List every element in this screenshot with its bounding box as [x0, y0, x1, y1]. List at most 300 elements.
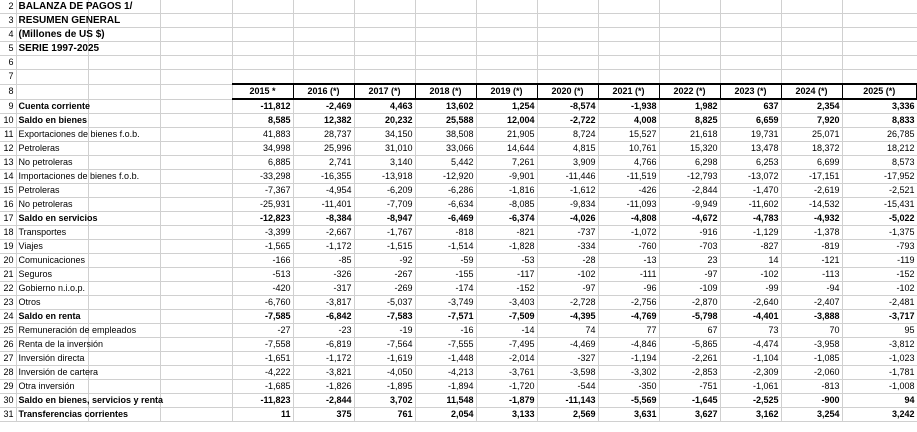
empty-cell[interactable] [415, 56, 476, 70]
value-cell[interactable]: -4,808 [598, 212, 659, 226]
value-cell[interactable]: -1,008 [842, 380, 917, 394]
row-header[interactable]: 2 [0, 0, 16, 14]
empty-cell[interactable] [160, 408, 232, 422]
year-header-cell[interactable]: 2016 (*) [293, 84, 354, 99]
value-cell[interactable]: -1,826 [293, 380, 354, 394]
value-cell[interactable]: -152 [842, 268, 917, 282]
empty-cell[interactable] [160, 142, 232, 156]
value-cell[interactable]: -1,816 [476, 184, 537, 198]
row-header[interactable]: 20 [0, 254, 16, 268]
value-cell[interactable]: -59 [415, 254, 476, 268]
value-cell[interactable]: -1,104 [720, 352, 781, 366]
row-label-cell[interactable]: Otros [16, 296, 88, 310]
empty-cell[interactable] [842, 42, 917, 56]
empty-cell[interactable] [160, 184, 232, 198]
value-cell[interactable]: -269 [354, 282, 415, 296]
value-cell[interactable]: -7,495 [476, 338, 537, 352]
value-cell[interactable]: 25,996 [293, 142, 354, 156]
value-cell[interactable]: 3,627 [659, 408, 720, 422]
value-cell[interactable]: -5,798 [659, 310, 720, 324]
value-cell[interactable]: -53 [476, 254, 537, 268]
value-cell[interactable]: 21,618 [659, 128, 720, 142]
value-cell[interactable]: -3,812 [842, 338, 917, 352]
empty-cell[interactable] [415, 0, 476, 14]
empty-cell[interactable] [160, 170, 232, 184]
row-header[interactable]: 22 [0, 282, 16, 296]
empty-cell[interactable] [354, 56, 415, 70]
value-cell[interactable]: 34,150 [354, 128, 415, 142]
value-cell[interactable]: -2,521 [842, 184, 917, 198]
value-cell[interactable]: -1,828 [476, 240, 537, 254]
row-header[interactable]: 11 [0, 128, 16, 142]
empty-cell[interactable] [88, 99, 160, 114]
empty-cell[interactable] [232, 28, 293, 42]
value-cell[interactable]: 3,140 [354, 156, 415, 170]
title-cell[interactable]: (Millones de US $) [16, 28, 88, 42]
value-cell[interactable]: -4,026 [537, 212, 598, 226]
value-cell[interactable]: -1,061 [720, 380, 781, 394]
empty-cell[interactable] [88, 352, 160, 366]
row-header[interactable]: 9 [0, 99, 16, 114]
empty-cell[interactable] [781, 14, 842, 28]
empty-cell[interactable] [88, 268, 160, 282]
value-cell[interactable]: 38,508 [415, 128, 476, 142]
row-label-cell[interactable]: Petroleras [16, 142, 88, 156]
empty-cell[interactable] [659, 28, 720, 42]
value-cell[interactable]: -3,958 [781, 338, 842, 352]
row-header[interactable]: 16 [0, 198, 16, 212]
value-cell[interactable]: -821 [476, 226, 537, 240]
row-header[interactable]: 25 [0, 324, 16, 338]
value-cell[interactable]: -2,844 [659, 184, 720, 198]
empty-cell[interactable] [88, 212, 160, 226]
value-cell[interactable]: 12,004 [476, 114, 537, 128]
empty-cell[interactable] [160, 114, 232, 128]
empty-cell[interactable] [293, 56, 354, 70]
row-header[interactable]: 24 [0, 310, 16, 324]
year-header-cell[interactable]: 2023 (*) [720, 84, 781, 99]
value-cell[interactable]: 12,382 [293, 114, 354, 128]
empty-cell[interactable] [160, 310, 232, 324]
value-cell[interactable]: 8,724 [537, 128, 598, 142]
empty-cell[interactable] [293, 42, 354, 56]
value-cell[interactable]: -7,558 [232, 338, 293, 352]
row-label-cell[interactable]: Exportaciones de bienes f.o.b. [16, 128, 88, 142]
value-cell[interactable]: 41,883 [232, 128, 293, 142]
row-header[interactable]: 14 [0, 170, 16, 184]
empty-cell[interactable] [88, 296, 160, 310]
empty-cell[interactable] [537, 0, 598, 14]
value-cell[interactable]: -1,514 [415, 240, 476, 254]
value-cell[interactable]: -4,769 [598, 310, 659, 324]
value-cell[interactable]: -7,509 [476, 310, 537, 324]
value-cell[interactable]: -2,853 [659, 366, 720, 380]
value-cell[interactable]: -94 [781, 282, 842, 296]
row-label-cell[interactable]: Gobierno n.i.o.p. [16, 282, 88, 296]
value-cell[interactable]: -703 [659, 240, 720, 254]
value-cell[interactable]: -1,023 [842, 352, 917, 366]
value-cell[interactable]: -13 [598, 254, 659, 268]
value-cell[interactable]: -97 [537, 282, 598, 296]
value-cell[interactable]: -2,756 [598, 296, 659, 310]
value-cell[interactable]: -19 [354, 324, 415, 338]
title-cell[interactable]: RESUMEN GENERAL [16, 14, 88, 28]
value-cell[interactable]: -4,401 [720, 310, 781, 324]
row-header[interactable]: 3 [0, 14, 16, 28]
value-cell[interactable]: -1,375 [842, 226, 917, 240]
value-cell[interactable]: -16 [415, 324, 476, 338]
value-cell[interactable]: -11,519 [598, 170, 659, 184]
empty-cell[interactable] [842, 14, 917, 28]
empty-cell[interactable] [232, 14, 293, 28]
value-cell[interactable]: -109 [659, 282, 720, 296]
title-cell[interactable]: BALANZA DE PAGOS 1/ [16, 0, 88, 14]
value-cell[interactable]: -916 [659, 226, 720, 240]
value-cell[interactable]: 2,741 [293, 156, 354, 170]
row-label-cell[interactable]: Cuenta corriente [16, 99, 88, 114]
value-cell[interactable]: 19,731 [720, 128, 781, 142]
empty-cell[interactable] [720, 28, 781, 42]
value-cell[interactable]: -426 [598, 184, 659, 198]
title-cell[interactable]: SERIE 1997-2025 [16, 42, 88, 56]
empty-cell[interactable] [598, 56, 659, 70]
value-cell[interactable]: 77 [598, 324, 659, 338]
value-cell[interactable]: 20,232 [354, 114, 415, 128]
value-cell[interactable]: -818 [415, 226, 476, 240]
value-cell[interactable]: -2,525 [720, 394, 781, 408]
value-cell[interactable]: -2,261 [659, 352, 720, 366]
value-cell[interactable]: -27 [232, 324, 293, 338]
value-cell[interactable]: -3,403 [476, 296, 537, 310]
value-cell[interactable]: -8,574 [537, 99, 598, 114]
empty-cell[interactable] [537, 14, 598, 28]
value-cell[interactable]: -3,888 [781, 310, 842, 324]
empty-cell[interactable] [781, 0, 842, 14]
empty-cell[interactable] [293, 28, 354, 42]
value-cell[interactable]: 67 [659, 324, 720, 338]
empty-cell[interactable] [293, 70, 354, 85]
value-cell[interactable]: -1,194 [598, 352, 659, 366]
empty-cell[interactable] [88, 84, 160, 99]
value-cell[interactable]: 7,261 [476, 156, 537, 170]
value-cell[interactable]: -28 [537, 254, 598, 268]
row-header[interactable]: 15 [0, 184, 16, 198]
value-cell[interactable]: -6,760 [232, 296, 293, 310]
value-cell[interactable]: -7,585 [232, 310, 293, 324]
value-cell[interactable]: -5,569 [598, 394, 659, 408]
row-label-cell[interactable]: Petroleras [16, 184, 88, 198]
value-cell[interactable]: 26,785 [842, 128, 917, 142]
value-cell[interactable]: -15,431 [842, 198, 917, 212]
value-cell[interactable]: -16,355 [293, 170, 354, 184]
value-cell[interactable]: -3,717 [842, 310, 917, 324]
value-cell[interactable]: -9,901 [476, 170, 537, 184]
value-cell[interactable]: -5,865 [659, 338, 720, 352]
value-cell[interactable]: 21,905 [476, 128, 537, 142]
empty-cell[interactable] [88, 156, 160, 170]
row-header[interactable]: 23 [0, 296, 16, 310]
value-cell[interactable]: 3,242 [842, 408, 917, 422]
empty-cell[interactable] [720, 56, 781, 70]
empty-cell[interactable] [781, 70, 842, 85]
empty-cell[interactable] [160, 226, 232, 240]
value-cell[interactable]: -1,767 [354, 226, 415, 240]
value-cell[interactable]: -317 [293, 282, 354, 296]
value-cell[interactable]: -13,072 [720, 170, 781, 184]
empty-cell[interactable] [16, 70, 88, 85]
value-cell[interactable]: -420 [232, 282, 293, 296]
empty-cell[interactable] [160, 128, 232, 142]
empty-cell[interactable] [659, 70, 720, 85]
value-cell[interactable]: -819 [781, 240, 842, 254]
empty-cell[interactable] [476, 42, 537, 56]
value-cell[interactable]: 18,212 [842, 142, 917, 156]
value-cell[interactable]: -1,612 [537, 184, 598, 198]
value-cell[interactable]: 4,008 [598, 114, 659, 128]
value-cell[interactable]: -5,037 [354, 296, 415, 310]
value-cell[interactable]: -17,151 [781, 170, 842, 184]
value-cell[interactable]: 7,920 [781, 114, 842, 128]
value-cell[interactable]: -2,870 [659, 296, 720, 310]
value-cell[interactable]: -1,085 [781, 352, 842, 366]
empty-cell[interactable] [88, 184, 160, 198]
empty-cell[interactable] [160, 42, 232, 56]
empty-cell[interactable] [160, 0, 232, 14]
value-cell[interactable]: -7,709 [354, 198, 415, 212]
value-cell[interactable]: -2,844 [293, 394, 354, 408]
empty-cell[interactable] [160, 282, 232, 296]
empty-cell[interactable] [781, 42, 842, 56]
value-cell[interactable]: 73 [720, 324, 781, 338]
value-cell[interactable]: -813 [781, 380, 842, 394]
empty-cell[interactable] [88, 56, 160, 70]
year-header-cell[interactable]: 2018 (*) [415, 84, 476, 99]
value-cell[interactable]: -5,022 [842, 212, 917, 226]
empty-cell[interactable] [720, 14, 781, 28]
empty-cell[interactable] [88, 282, 160, 296]
empty-cell[interactable] [160, 99, 232, 114]
value-cell[interactable]: -119 [842, 254, 917, 268]
value-cell[interactable]: -1,619 [354, 352, 415, 366]
row-header[interactable]: 12 [0, 142, 16, 156]
value-cell[interactable]: 3,336 [842, 99, 917, 114]
value-cell[interactable]: 11,548 [415, 394, 476, 408]
year-header-cell[interactable]: 2022 (*) [659, 84, 720, 99]
year-header-cell[interactable]: 2020 (*) [537, 84, 598, 99]
empty-cell[interactable] [354, 70, 415, 85]
row-header[interactable]: 10 [0, 114, 16, 128]
value-cell[interactable]: 8,833 [842, 114, 917, 128]
row-header[interactable]: 6 [0, 56, 16, 70]
value-cell[interactable]: -8,947 [354, 212, 415, 226]
value-cell[interactable]: -117 [476, 268, 537, 282]
value-cell[interactable]: 3,254 [781, 408, 842, 422]
empty-cell[interactable] [476, 28, 537, 42]
row-label-cell[interactable]: Otra inversión [16, 380, 88, 394]
value-cell[interactable]: 4,815 [537, 142, 598, 156]
value-cell[interactable]: -4,050 [354, 366, 415, 380]
row-label-cell[interactable]: Saldo en bienes [16, 114, 88, 128]
row-header[interactable]: 28 [0, 366, 16, 380]
empty-cell[interactable] [160, 296, 232, 310]
value-cell[interactable]: 70 [781, 324, 842, 338]
value-cell[interactable]: -751 [659, 380, 720, 394]
row-label-cell[interactable]: Remuneración de empleados [16, 324, 88, 338]
value-cell[interactable]: -7,555 [415, 338, 476, 352]
row-label-cell[interactable]: Transferencias corrientes [16, 408, 88, 422]
value-cell[interactable]: 8,825 [659, 114, 720, 128]
row-header[interactable]: 29 [0, 380, 16, 394]
row-header[interactable]: 4 [0, 28, 16, 42]
value-cell[interactable]: -17,952 [842, 170, 917, 184]
value-cell[interactable]: -121 [781, 254, 842, 268]
value-cell[interactable]: -14,532 [781, 198, 842, 212]
value-cell[interactable]: 637 [720, 99, 781, 114]
value-cell[interactable]: 25,071 [781, 128, 842, 142]
value-cell[interactable]: -2,060 [781, 366, 842, 380]
value-cell[interactable]: -99 [720, 282, 781, 296]
empty-cell[interactable] [293, 0, 354, 14]
value-cell[interactable]: -3,821 [293, 366, 354, 380]
empty-cell[interactable] [537, 56, 598, 70]
value-cell[interactable]: -13,918 [354, 170, 415, 184]
value-cell[interactable]: -2,619 [781, 184, 842, 198]
row-header[interactable]: 30 [0, 394, 16, 408]
value-cell[interactable]: -85 [293, 254, 354, 268]
empty-cell[interactable] [537, 70, 598, 85]
row-label-cell[interactable]: Inversión directa [16, 352, 88, 366]
value-cell[interactable]: -6,842 [293, 310, 354, 324]
row-label-cell[interactable]: Comunicaciones [16, 254, 88, 268]
row-header[interactable]: 17 [0, 212, 16, 226]
year-header-cell[interactable]: 2024 (*) [781, 84, 842, 99]
empty-cell[interactable] [842, 56, 917, 70]
row-label-cell[interactable]: Inversión de cartera [16, 366, 88, 380]
value-cell[interactable]: 3,702 [354, 394, 415, 408]
value-cell[interactable]: -1,879 [476, 394, 537, 408]
value-cell[interactable]: -4,846 [598, 338, 659, 352]
empty-cell[interactable] [88, 254, 160, 268]
empty-cell[interactable] [842, 28, 917, 42]
empty-cell[interactable] [659, 14, 720, 28]
value-cell[interactable]: -14 [476, 324, 537, 338]
empty-cell[interactable] [88, 198, 160, 212]
value-cell[interactable]: -513 [232, 268, 293, 282]
empty-cell[interactable] [354, 28, 415, 42]
row-header[interactable]: 21 [0, 268, 16, 282]
value-cell[interactable]: -1,515 [354, 240, 415, 254]
value-cell[interactable]: -1,072 [598, 226, 659, 240]
empty-cell[interactable] [659, 0, 720, 14]
value-cell[interactable]: 2,569 [537, 408, 598, 422]
row-label-cell[interactable]: Transportes [16, 226, 88, 240]
empty-cell[interactable] [160, 268, 232, 282]
value-cell[interactable]: -2,667 [293, 226, 354, 240]
value-cell[interactable]: 2,354 [781, 99, 842, 114]
value-cell[interactable]: 761 [354, 408, 415, 422]
value-cell[interactable]: -1,720 [476, 380, 537, 394]
empty-cell[interactable] [415, 70, 476, 85]
value-cell[interactable]: 8,585 [232, 114, 293, 128]
empty-cell[interactable] [781, 56, 842, 70]
empty-cell[interactable] [160, 254, 232, 268]
row-label-cell[interactable]: Viajes [16, 240, 88, 254]
value-cell[interactable]: -2,728 [537, 296, 598, 310]
value-cell[interactable]: 11 [232, 408, 293, 422]
empty-cell[interactable] [476, 70, 537, 85]
empty-cell[interactable] [659, 56, 720, 70]
value-cell[interactable]: -4,474 [720, 338, 781, 352]
value-cell[interactable]: 25,588 [415, 114, 476, 128]
empty-cell[interactable] [232, 42, 293, 56]
empty-cell[interactable] [598, 28, 659, 42]
value-cell[interactable]: 13,478 [720, 142, 781, 156]
value-cell[interactable]: -1,172 [293, 240, 354, 254]
value-cell[interactable]: -3,761 [476, 366, 537, 380]
value-cell[interactable]: -1,781 [842, 366, 917, 380]
empty-cell[interactable] [16, 56, 88, 70]
value-cell[interactable]: 18,372 [781, 142, 842, 156]
empty-cell[interactable] [160, 338, 232, 352]
empty-cell[interactable] [293, 14, 354, 28]
value-cell[interactable]: -1,685 [232, 380, 293, 394]
value-cell[interactable]: -1,565 [232, 240, 293, 254]
empty-cell[interactable] [476, 0, 537, 14]
value-cell[interactable]: -1,645 [659, 394, 720, 408]
value-cell[interactable]: -1,378 [781, 226, 842, 240]
empty-cell[interactable] [354, 14, 415, 28]
value-cell[interactable]: 5,442 [415, 156, 476, 170]
empty-cell[interactable] [537, 28, 598, 42]
value-cell[interactable]: -11,143 [537, 394, 598, 408]
row-header[interactable]: 26 [0, 338, 16, 352]
value-cell[interactable]: 4,463 [354, 99, 415, 114]
empty-cell[interactable] [88, 240, 160, 254]
year-header-cell[interactable]: 2015 * [232, 84, 293, 99]
empty-cell[interactable] [476, 56, 537, 70]
value-cell[interactable]: -4,783 [720, 212, 781, 226]
empty-cell[interactable] [160, 394, 232, 408]
value-cell[interactable]: 3,909 [537, 156, 598, 170]
value-cell[interactable]: 33,066 [415, 142, 476, 156]
value-cell[interactable]: -1,651 [232, 352, 293, 366]
empty-cell[interactable] [160, 84, 232, 99]
value-cell[interactable]: -350 [598, 380, 659, 394]
empty-cell[interactable] [88, 226, 160, 240]
value-cell[interactable]: -155 [415, 268, 476, 282]
value-cell[interactable]: 6,659 [720, 114, 781, 128]
empty-cell[interactable] [232, 70, 293, 85]
value-cell[interactable]: -827 [720, 240, 781, 254]
value-cell[interactable]: -11,446 [537, 170, 598, 184]
value-cell[interactable]: 95 [842, 324, 917, 338]
value-cell[interactable]: -3,598 [537, 366, 598, 380]
value-cell[interactable]: 34,998 [232, 142, 293, 156]
value-cell[interactable]: 1,254 [476, 99, 537, 114]
value-cell[interactable]: 14,644 [476, 142, 537, 156]
row-header[interactable]: 13 [0, 156, 16, 170]
row-header[interactable]: 8 [0, 84, 16, 99]
empty-cell[interactable] [476, 14, 537, 28]
empty-cell[interactable] [160, 212, 232, 226]
value-cell[interactable]: 2,054 [415, 408, 476, 422]
value-cell[interactable]: -7,367 [232, 184, 293, 198]
value-cell[interactable]: 375 [293, 408, 354, 422]
value-cell[interactable]: 13,602 [415, 99, 476, 114]
empty-cell[interactable] [354, 0, 415, 14]
value-cell[interactable]: -2,469 [293, 99, 354, 114]
value-cell[interactable]: -25,931 [232, 198, 293, 212]
